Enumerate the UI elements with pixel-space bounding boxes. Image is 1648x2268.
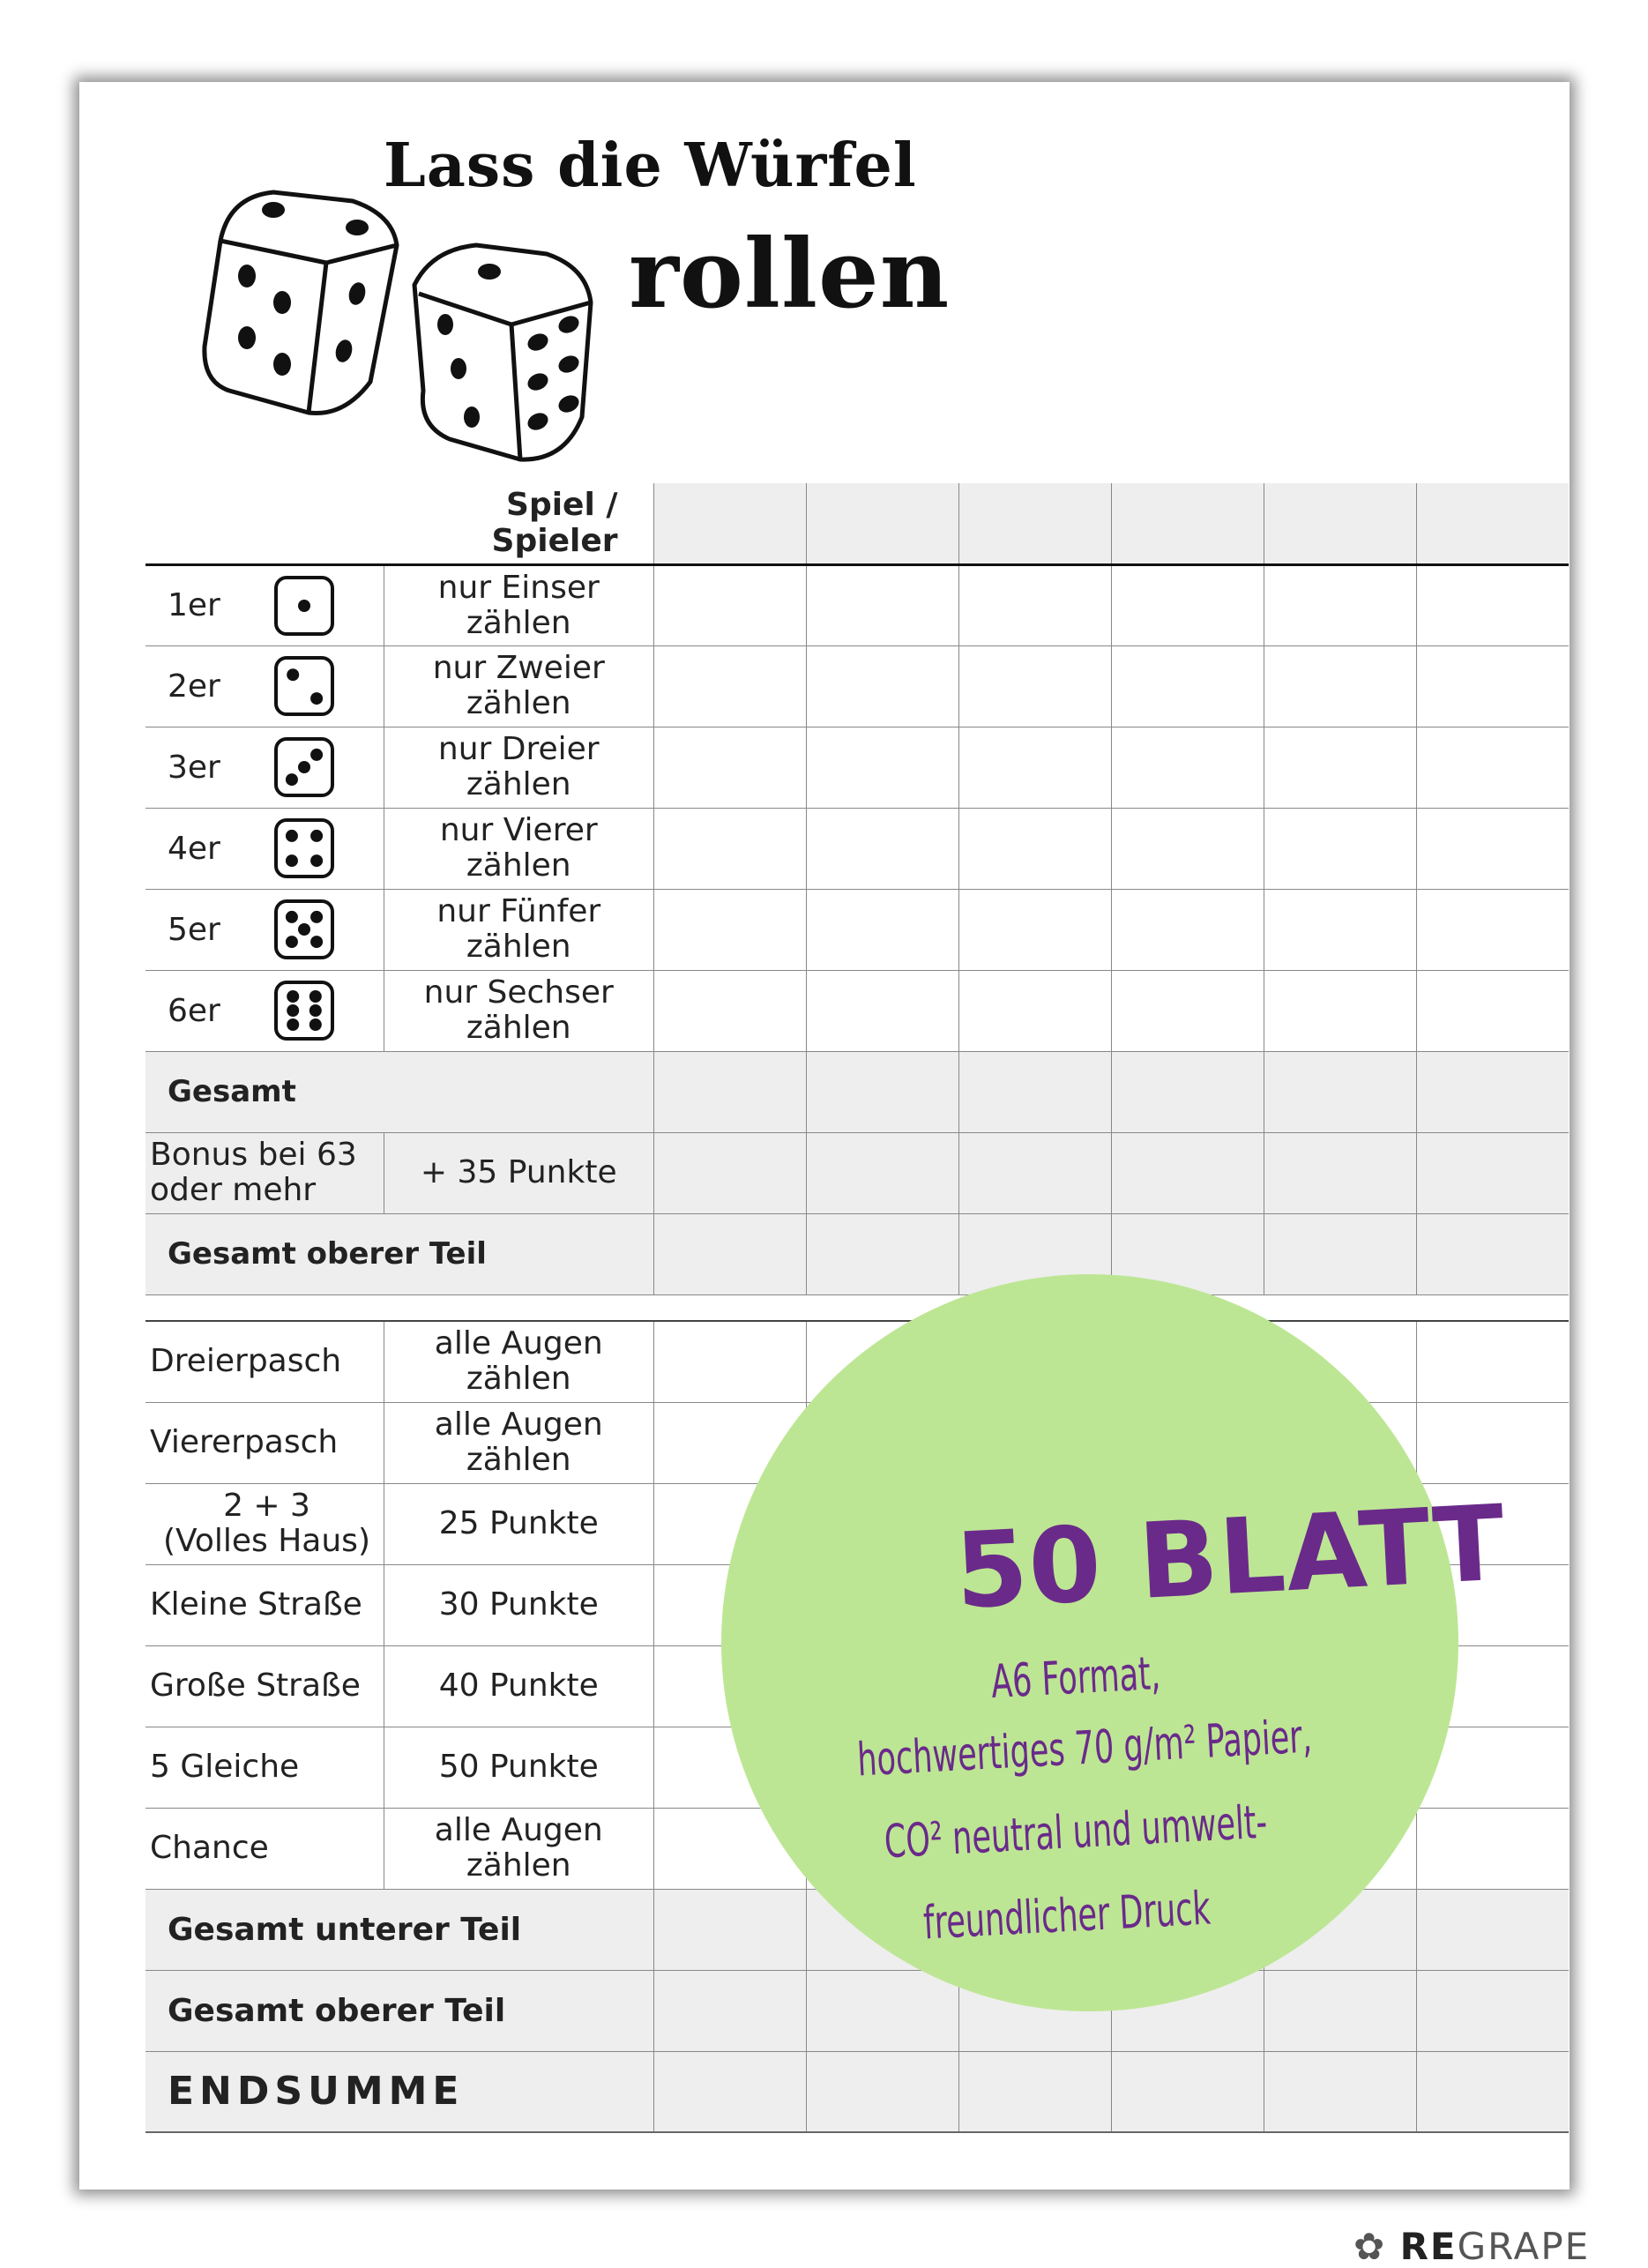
score-cell[interactable]: [1416, 1051, 1569, 1132]
brand-part-1: RE: [1399, 2225, 1458, 2268]
dice-illustration-icon: [194, 179, 635, 470]
text-line: 5 Gleiche: [150, 1749, 300, 1785]
score-cell[interactable]: [1416, 2051, 1569, 2132]
text-line: nur Vierer: [439, 812, 598, 848]
score-cell[interactable]: [1111, 1132, 1264, 1213]
score-cell[interactable]: [806, 970, 958, 1051]
score-cell[interactable]: [1264, 1970, 1416, 2051]
text-line: zählen: [466, 929, 571, 965]
category-desc: [384, 564, 654, 645]
category-label: [145, 1808, 384, 1889]
category-label: [145, 1564, 384, 1645]
score-cell[interactable]: [1416, 1402, 1569, 1483]
category-desc: [384, 1645, 654, 1727]
score-cell[interactable]: [958, 808, 1111, 889]
text-line: zählen: [466, 1442, 571, 1478]
score-cell[interactable]: [958, 727, 1111, 808]
category-desc: [384, 1808, 654, 1889]
text-line: 30 Punkte: [438, 1586, 599, 1623]
score-cell[interactable]: [653, 645, 806, 727]
die-two-icon: [273, 655, 335, 717]
category-label: [145, 1321, 384, 1402]
gesamt-label: Gesamt: [145, 1051, 653, 1132]
category-label: [145, 1727, 384, 1808]
upper-row: [145, 808, 1569, 889]
badge-line-4: freundlicher Druck: [921, 1882, 1212, 1951]
score-cell[interactable]: [1111, 1051, 1264, 1132]
die-one-icon: [273, 575, 335, 637]
text-line: 50 Punkte: [438, 1749, 599, 1785]
badge-line-1: A6 Format,: [989, 1647, 1162, 1709]
score-cell[interactable]: [1416, 1321, 1569, 1402]
gesamt-oberer-2-label: Gesamt oberer Teil: [145, 1970, 653, 2051]
score-cell[interactable]: [1416, 889, 1569, 970]
score-cell[interactable]: [958, 2051, 1111, 2132]
score-cell[interactable]: [653, 1321, 806, 1402]
die-three-icon: [273, 736, 335, 798]
score-cell[interactable]: [1416, 645, 1569, 727]
score-cell[interactable]: [653, 2051, 806, 2132]
score-cell[interactable]: [653, 1051, 806, 1132]
title-line-1: Lass die Würfel: [384, 131, 917, 201]
category-desc: [384, 727, 654, 808]
upper-row: [145, 889, 1569, 970]
score-cell[interactable]: [1111, 970, 1264, 1051]
text-line: zählen: [466, 847, 571, 884]
score-sheet: [79, 82, 1591, 2268]
score-cell[interactable]: [653, 483, 806, 564]
category-desc: [384, 889, 654, 970]
score-cell[interactable]: [653, 808, 806, 889]
text-line: zählen: [466, 1361, 571, 1398]
category-desc: [384, 1483, 654, 1564]
text-line: (Volles Haus): [162, 1523, 370, 1559]
score-cell[interactable]: [1264, 727, 1416, 808]
score-cell[interactable]: [1264, 1051, 1416, 1132]
category-label: [145, 1645, 384, 1727]
die-six-icon: [273, 980, 335, 1041]
category-label: 6er: [168, 992, 220, 1029]
score-cell[interactable]: [806, 727, 958, 808]
text-line: nur Zweier: [432, 650, 605, 686]
category-label: 5er: [168, 911, 220, 948]
score-cell[interactable]: [1416, 808, 1569, 889]
text-line: oder mehr: [150, 1172, 317, 1208]
category-label: [145, 1483, 384, 1564]
text-line: Viererpasch: [150, 1424, 339, 1460]
text-line: nur Einser: [437, 569, 600, 606]
header-label: Spiel / Spieler: [384, 483, 654, 564]
bonus-label: [145, 1132, 384, 1213]
title-line-2: rollen: [629, 219, 951, 330]
die-four-icon: [273, 817, 335, 879]
upper-row: [145, 564, 1569, 645]
text-line: alle Augen: [434, 1812, 603, 1848]
score-cell[interactable]: [1111, 645, 1264, 727]
score-cell[interactable]: [958, 1132, 1111, 1213]
category-label: 3er: [168, 749, 220, 786]
endsumme-row: [145, 2051, 1569, 2132]
text-line: zählen: [466, 1010, 571, 1046]
text-line: Große Straße: [150, 1667, 361, 1704]
score-cell[interactable]: [806, 889, 958, 970]
text-line: zählen: [466, 1847, 571, 1884]
category-desc: [384, 1727, 654, 1808]
score-cell[interactable]: [958, 564, 1111, 645]
category-label: 4er: [168, 830, 220, 867]
die-five-icon: [273, 899, 335, 960]
endsumme-label: ENDSUMME: [145, 2051, 653, 2132]
score-cell[interactable]: [958, 1051, 1111, 1132]
score-cell[interactable]: [1264, 645, 1416, 727]
text-line: alle Augen: [434, 1406, 603, 1443]
score-cell[interactable]: [1111, 483, 1264, 564]
score-cell[interactable]: [653, 564, 806, 645]
text-line: zählen: [466, 685, 571, 721]
score-cell[interactable]: [653, 970, 806, 1051]
score-cell[interactable]: [1264, 1132, 1416, 1213]
upper-row: [145, 727, 1569, 808]
score-cell[interactable]: [653, 1970, 806, 2051]
gesamt-oberer-label: Gesamt oberer Teil: [145, 1213, 653, 1294]
score-cell[interactable]: [958, 970, 1111, 1051]
score-cell[interactable]: [806, 564, 958, 645]
text-line: 2 + 3: [223, 1488, 310, 1524]
brand-part-2: GRAPE: [1457, 2225, 1591, 2268]
gesamt-oberer-2-row: [145, 1970, 1569, 2051]
score-cell[interactable]: [653, 1213, 806, 1294]
text-line: nur Fünfer: [436, 893, 601, 929]
score-cell[interactable]: [1416, 727, 1569, 808]
score-cell[interactable]: [1416, 1808, 1569, 1889]
score-cell[interactable]: [653, 727, 806, 808]
category-label: 2er: [168, 668, 220, 705]
grape-icon: ✿: [1353, 2225, 1387, 2268]
category-desc: [384, 1402, 654, 1483]
score-cell[interactable]: [1264, 889, 1416, 970]
category-desc: [384, 645, 654, 727]
score-cell[interactable]: [958, 645, 1111, 727]
score-cell[interactable]: [1111, 564, 1264, 645]
category-desc: [384, 808, 654, 889]
gesamt-oberer-row: [145, 1213, 1569, 1294]
score-cell[interactable]: [806, 1970, 958, 2051]
score-cell[interactable]: [806, 1213, 958, 1294]
score-cell[interactable]: [1416, 970, 1569, 1051]
category-desc: [384, 1321, 654, 1402]
badge-line-3: CO² neutral und umwelt-: [883, 1795, 1269, 1869]
text-line: 25 Punkte: [438, 1505, 599, 1541]
score-cell[interactable]: [806, 1132, 958, 1213]
score-cell[interactable]: [1416, 483, 1569, 564]
score-cell[interactable]: [1111, 889, 1264, 970]
score-cell[interactable]: [1416, 1889, 1569, 1970]
score-cell[interactable]: [1416, 1132, 1569, 1213]
category-label: [145, 1402, 384, 1483]
upper-row: [145, 645, 1569, 727]
score-cell[interactable]: [1416, 1213, 1569, 1294]
text-line: nur Dreier: [437, 731, 600, 767]
gesamt-row: [145, 1051, 1569, 1132]
score-cell[interactable]: [1264, 1213, 1416, 1294]
score-cell[interactable]: [1416, 564, 1569, 645]
gesamt-unterer-label: Gesamt unterer Teil: [145, 1889, 653, 1970]
score-cell[interactable]: [1264, 564, 1416, 645]
text-line: 40 Punkte: [438, 1667, 599, 1704]
score-cell[interactable]: [806, 483, 958, 564]
score-cell[interactable]: [806, 808, 958, 889]
text-line: zählen: [466, 604, 571, 641]
bonus-row: [145, 1132, 1569, 1213]
score-cell[interactable]: [806, 1051, 958, 1132]
text-line: Chance: [150, 1830, 269, 1866]
category-desc: [384, 970, 654, 1051]
badge-headline: 50 BLATT: [952, 1481, 1509, 1632]
score-cell[interactable]: [1264, 970, 1416, 1051]
score-cell[interactable]: [1264, 2051, 1416, 2132]
upper-row: [145, 970, 1569, 1051]
score-cell[interactable]: [1111, 727, 1264, 808]
score-cell[interactable]: [1416, 1970, 1569, 2051]
badge-line-2: hochwertiges 70 g/m² Papier,: [855, 1710, 1314, 1787]
category-desc: [384, 1564, 654, 1645]
score-cell[interactable]: [1111, 808, 1264, 889]
score-cell[interactable]: [958, 889, 1111, 970]
category-label: 1er: [168, 587, 220, 623]
text-line: alle Augen: [434, 1325, 603, 1362]
score-cell[interactable]: [1264, 483, 1416, 564]
score-cell[interactable]: [806, 2051, 958, 2132]
score-cell[interactable]: [806, 645, 958, 727]
text-line: Dreierpasch: [150, 1343, 342, 1380]
text-line: Bonus bei 63: [150, 1137, 357, 1173]
brand-logo: [1353, 2225, 1590, 2268]
section-gap: [145, 1294, 1569, 1321]
text-line: Kleine Straße: [150, 1586, 362, 1623]
score-cell[interactable]: [653, 1132, 806, 1213]
header-row: [145, 483, 1569, 564]
score-cell[interactable]: [653, 1889, 806, 1970]
bonus-value: + 35 Punkte: [384, 1132, 654, 1213]
score-cell[interactable]: [1111, 2051, 1264, 2132]
text-line: nur Sechser: [423, 974, 614, 1011]
text-line: zählen: [466, 766, 571, 802]
score-cell[interactable]: [958, 483, 1111, 564]
score-cell[interactable]: [653, 889, 806, 970]
score-cell[interactable]: [1264, 808, 1416, 889]
